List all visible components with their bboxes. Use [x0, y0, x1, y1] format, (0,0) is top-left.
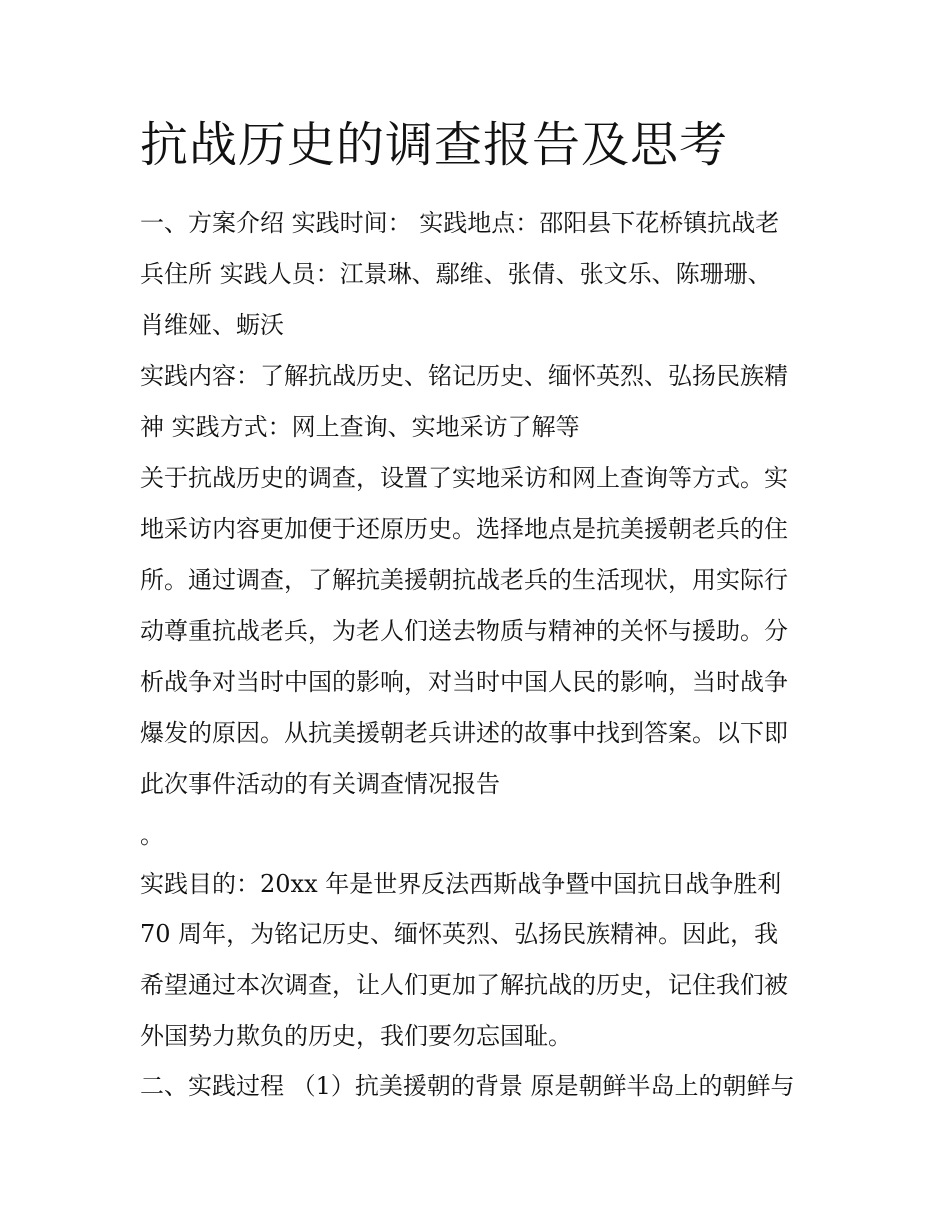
body-line: 兵住所 实践人员：江景琳、鄢维、张倩、张文乐、陈珊珊、: [140, 260, 772, 288]
body-line: 外国势力欺负的历史，我们要勿忘国耻。: [140, 1022, 572, 1050]
body-line: 此次事件活动的有关调查情况报告: [140, 770, 500, 798]
body-line: 一、方案介绍 实践时间： 实践地点：邵阳县下花桥镇抗战老: [140, 209, 780, 237]
body-line: 动尊重抗战老兵，为老人们送去物质与精神的关怀与援助。分: [140, 617, 788, 645]
body-line: 希望通过本次调查，让人们更加了解抗战的历史，记住我们被: [140, 971, 788, 999]
body-line: 实践目的：20xx 年是世界反法西斯战争暨中国抗日战争胜利: [140, 870, 782, 898]
body-line: 二、实践过程 （1）抗美援朝的背景 原是朝鲜半岛上的朝鲜与: [140, 1072, 795, 1100]
body-line: 实践内容：了解抗战历史、铭记历史、缅怀英烈、弘扬民族精: [140, 362, 788, 390]
document-title: 抗战历史的调查报告及思考: [140, 117, 729, 173]
body-line: 地采访内容更加便于还原历史。选择地点是抗美援朝老兵的住: [140, 515, 788, 543]
body-line: 神 实践方式：网上查询、实地采访了解等: [140, 413, 580, 441]
body-line: 肖维娅、蛎沃: [140, 311, 284, 339]
body-line: 。: [140, 821, 164, 849]
body-line: 关于抗战历史的调查，设置了实地采访和网上查询等方式。实: [140, 464, 788, 492]
body-line: 70 周年，为铭记历史、缅怀英烈、弘扬民族精神。因此，我: [140, 920, 779, 948]
body-line: 析战争对当时中国的影响，对当时中国人民的影响，当时战争: [140, 668, 788, 696]
body-line: 爆发的原因。从抗美援朝老兵讲述的故事中找到答案。以下即: [140, 719, 788, 747]
body-line: 所。通过调查，了解抗美援朝抗战老兵的生活现状，用实际行: [140, 566, 788, 594]
